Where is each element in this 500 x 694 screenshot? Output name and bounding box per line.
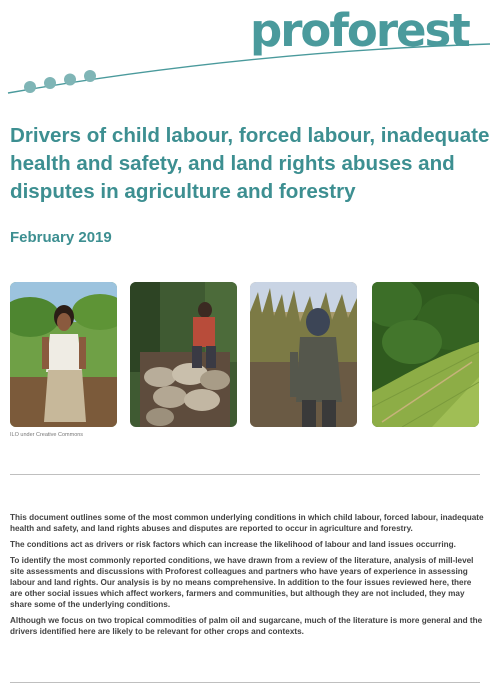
photo-worker-loading-sacks — [130, 282, 237, 427]
intro-paragraph-2: The conditions act as drivers or risk factors which can increase the likelihood of labour and land issues occurring. — [10, 540, 456, 549]
intro-text — [10, 512, 484, 642]
intro-paragraph-4: Although we focus on two tropical commodities of palm oil and sugarcane, much of the literature is more general and the drivers identified here are likely to be relevant for other crops and contexts. — [10, 616, 483, 636]
intro-paragraph-3: To identify the most commonly reported conditions, we have drawn from a review of the literature, analysis of mill-level site assessments and discussions with Proforest colleagues and partners who have years of experience in assessing labour and land rights. Our analysis is by no means comprehensive. In addition to the four issues reviewed here, there are other social issues which affect workers, farmers and communities, but although they are not included, they may share some of the underlying conditions. — [10, 556, 474, 609]
divider-bottom — [10, 682, 480, 683]
photo-aerial-plantation — [372, 282, 479, 427]
photo-child-in-field — [10, 282, 117, 427]
document-date: February 2019 — [10, 229, 112, 246]
photo-sugarcane-worker — [250, 282, 357, 427]
proforest-logo: proforest — [250, 4, 469, 57]
intro-paragraph-1: This document outlines some of the most common underlying conditions in which child labour, forced labour, inadequate health and safety, and land rights abuses and disputes are reported to occur in agriculture and forestry. — [10, 513, 484, 533]
divider-top — [10, 474, 480, 475]
photo-credit: ILO under Creative Commons — [10, 432, 84, 438]
document-title: Drivers of child labour, forced labour, inadequate health and safety, and land rights abuses and disputes in agriculture and forestry — [10, 124, 490, 203]
